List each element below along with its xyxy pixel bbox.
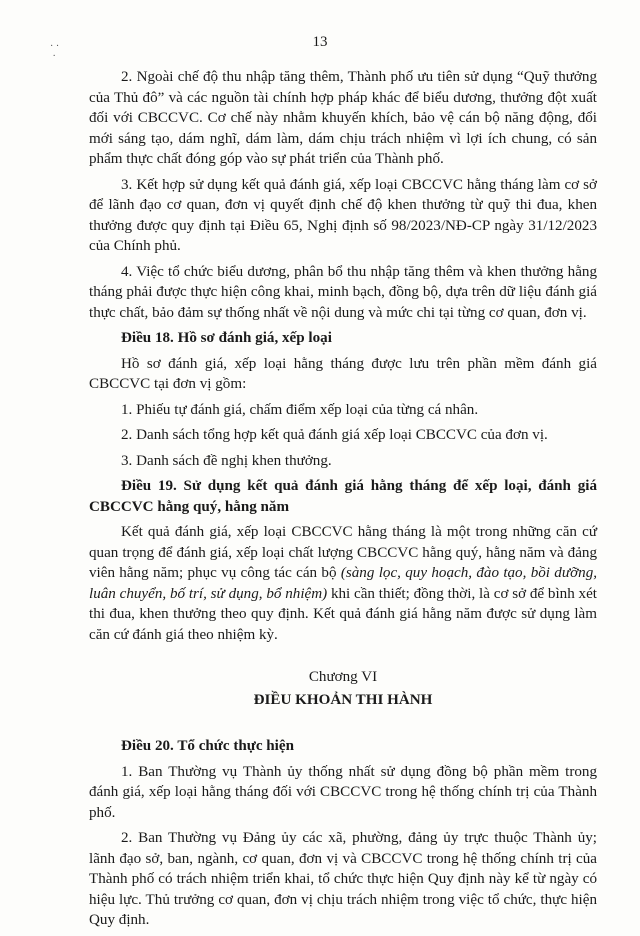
paragraph-clause-2: 2. Ngoài chế độ thu nhập tăng thêm, Thành phố ưu tiên sử dụng “Quỹ thưởng của Thủ đô” và các nguồn tài chính hợp pháp khác để biểu dương, thưởng đột xuất đối với CBCCVC. Cơ chế này nhằm khuyến khích, bảo vệ cán bộ năng động, đổi mới sáng tạo, dám nghĩ, dám làm, dám chịu trách nhiệm vì lợi ích chung, có sản phẩm thực chất đóng góp vào sự phát triển của Thành phố. (89, 69, 597, 167)
article-19-text-a: Kết quả đánh giá, xếp loại CBCCVC hằng tháng là một trong những căn cứ quan trọng để đánh giá, xếp loại chất lượng CBCCVC hằng quý, hằng năm và đảng viên hằng năm; phục vụ công tác cán bộ (89, 524, 597, 581)
page-body (89, 67, 597, 936)
article-18-heading: Điều 18. Hồ sơ đánh giá, xếp loại (121, 330, 332, 346)
article-19-body (89, 522, 597, 645)
article-18-intro: Hồ sơ đánh giá, xếp loại hằng tháng được lưu trên phần mềm đánh giá CBCCVC tại đơn vị gồm: (89, 355, 597, 392)
article-20-item-1: 1. Ban Thường vụ Thành ủy thống nhất sử dụng đồng bộ phần mềm trong đánh giá, xếp loại hằng tháng đối với CBCCVC trong hệ thống chính trị của Thành phố. (89, 763, 597, 821)
chapter-label: Chương VI (308, 669, 378, 685)
article-19-text-b: khi cần thiết; đồng thời, là cơ sở để bình xét thi đua, khen thưởng theo quy định. Kết quả đánh giá hằng năm được sử dụng làm căn cứ đánh giá theo nhiệm kỳ. (89, 585, 597, 643)
scan-speckles: · · · (50, 41, 60, 62)
article-18-item-1: 1. Phiếu tự đánh giá, chấm điểm xếp loại của từng cá nhân. (121, 401, 479, 418)
paragraph-clause-3: 3. Kết hợp sử dụng kết quả đánh giá, xếp loại CBCCVC hằng tháng làm cơ sở để lãnh đạo cơ quan, đơn vị quyết định chế độ khen thưởng từ quỹ thi đua, khen thưởng được quy định tại Điều 65, Nghị định số 98/2023/NĐ-CP ngày 31/12/2023 của Chính phủ. (89, 176, 597, 254)
chapter-title: ĐIỀU KHOẢN THI HÀNH (253, 691, 433, 708)
article-20-item-2: 2. Ban Thường vụ Đảng ủy các xã, phường, đảng ủy trực thuộc Thành ủy; lãnh đạo sở, ban, ngành, cơ quan, đơn vị và CBCCVC trong hệ thống chính trị của Thành phố có trách nhiệm triển khai, tổ chức thực hiện Quy định này kể từ ngày có hiệu lực. Thủ trưởng cơ quan, đơn vị chịu trách nhiệm trong việc tổ chức, thực hiện Quy định. (89, 830, 597, 928)
paragraph-clause-4: 4. Việc tổ chức biểu dương, phân bổ thu nhập tăng thêm và khen thưởng hằng tháng phải được thực hiện công khai, minh bạch, đồng bộ, dựa trên dữ liệu đánh giá thực chất, bảo đảm sự thống nhất về nội dung và mức chi tại từng cơ quan, đơn vị. (89, 263, 597, 321)
article-19-heading: Điều 19. Sử dụng kết quả đánh giá hằng tháng để xếp loại, đánh giá CBCCVC hằng quý, hằng năm (89, 478, 597, 515)
page-number: 13 (312, 34, 328, 50)
article-20-heading: Điều 20. Tổ chức thực hiện (121, 738, 294, 754)
article-18-item-2: 2. Danh sách tổng hợp kết quả đánh giá xếp loại CBCCVC của đơn vị. (121, 427, 548, 443)
article-18-item-3: 3. Danh sách đề nghị khen thưởng. (121, 452, 332, 469)
article-19-italic: (sàng lọc, quy hoạch, đào tạo, bồi dưỡng, luân chuyển, bố trí, sử dụng, bổ nhiệm) (89, 565, 598, 602)
